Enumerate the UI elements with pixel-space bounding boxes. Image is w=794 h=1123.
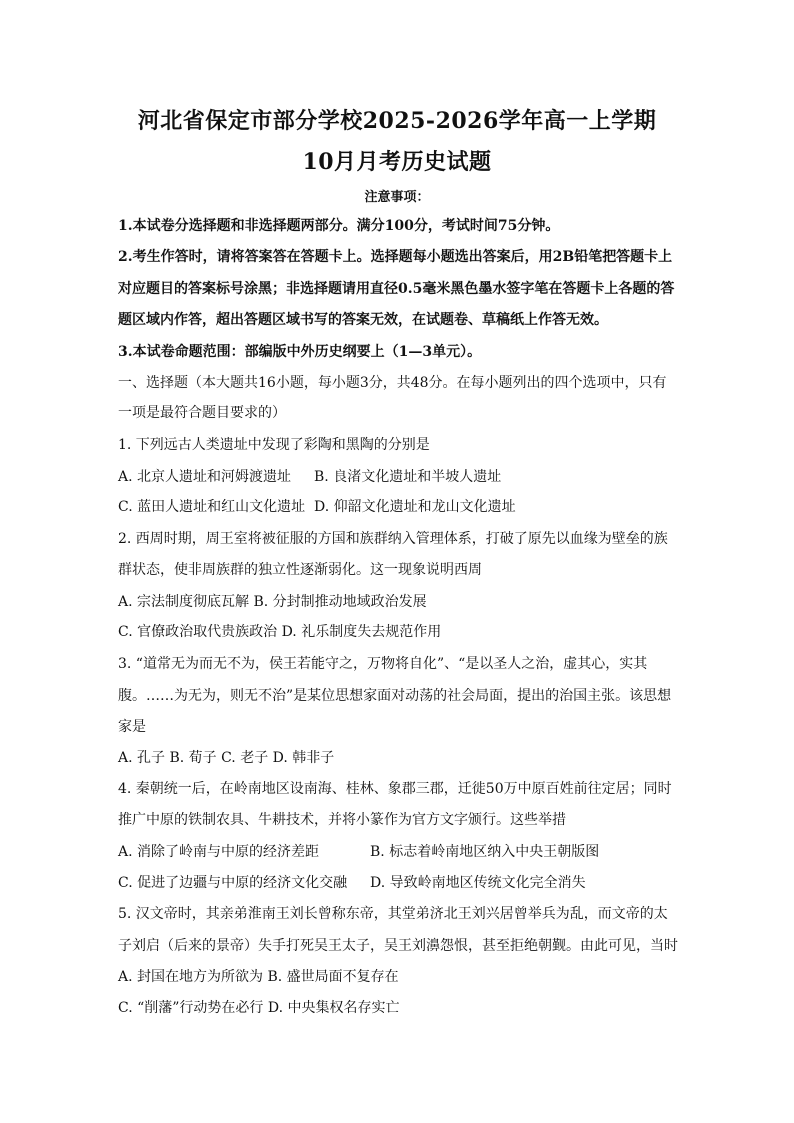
q5-stem-2: 子刘启（后来的景帝）失手打死吴王太子，吴王刘濞怨恨，甚至拒绝朝觐。由此可见，当时 (118, 938, 678, 954)
instruction-3: 3.本试卷命题范围：部编版中外历史纲要上（1—3单元）。 (118, 344, 482, 360)
q5-options-ab: A. 封国在地方为所欲为 B. 盛世局面不复存在 (118, 969, 399, 985)
instruction-2b: 对应题目的答案标号涂黑；非选择题请用直径0.5毫米黑色墨水签字笔在答题卡上各题的答 (118, 281, 675, 297)
exam-title-line2: 10月月考历史试题 (302, 149, 492, 175)
q4-stem-1: 4. 秦朝统一后，在岭南地区设南海、桂林、象郡三郡，迁徙50万中原百姓前往定居；同时 (118, 781, 672, 797)
q2-stem-1: 2. 西周时期，周王室将被征服的方国和族群纳入管理体系，打破了原先以血缘为壁垒的族 (118, 531, 668, 547)
q3-stem-2: 腹。……为无为，则无不治”是某位思想家面对动荡的社会局面，提出的治国主张。该思想 (118, 688, 672, 704)
q1-stem: 1. 下列远古人类遗址中发现了彩陶和黑陶的分别是 (118, 437, 430, 453)
q1-option-c: C. 蓝田人遗址和红山文化遗址 (118, 499, 306, 515)
q1-option-b: B. 良渚文化遗址和半坡人遗址 (314, 469, 502, 485)
q5-options-cd: C. “削藩”行动势在必行 D. 中央集权名存实亡 (118, 1000, 400, 1016)
q2-options-cd: C. 官僚政治取代贵族政治 D. 礼乐制度失去规范作用 (118, 624, 442, 640)
section-heading-1: 一、选择题（本大题共16小题，每小题3分，共48分。在每小题列出的四个选项中，只有 (118, 375, 667, 391)
q4-option-d: D. 导致岭南地区传统文化完全消失 (370, 875, 586, 891)
q3-options: A. 孔子 B. 荀子 C. 老子 D. 韩非子 (118, 750, 335, 766)
q4-option-c: C. 促进了边疆与中原的经济文化交融 (118, 875, 348, 891)
q4-stem-2: 推广中原的铁制农具、牛耕技术，并将小篆作为官方文字颁行。这些举措 (118, 812, 566, 828)
q3-stem-3: 家是 (118, 719, 146, 735)
exam-title-line1: 河北省保定市部分学校2025-2026学年高一上学期 (137, 108, 657, 134)
q4-option-b: B. 标志着岭南地区纳入中央王朝版图 (370, 844, 600, 860)
instruction-2a: 2.考生作答时，请将答案答在答题卡上。选择题每小题选出答案后，用2B铅笔把答题卡上 (118, 249, 673, 265)
q3-stem-1: 3. “道常无为而无不为，侯王若能守之，万物将自化”、“是以圣人之治，虚其心，实其 (118, 656, 648, 672)
q5-stem-1: 5. 汉文帝时，其亲弟淮南王刘长曾称东帝，其堂弟济北王刘兴居曾举兵为乱，而文帝的太 (118, 906, 668, 922)
notice-label: 注意事项： (364, 190, 430, 205)
q2-options-ab: A. 宗法制度彻底瓦解 B. 分封制推动地域政治发展 (118, 594, 427, 610)
section-heading-2: 一项是最符合题目要求的） (118, 405, 286, 421)
q2-stem-2: 群状态，使非周族群的独立性逐渐弱化。这一现象说明西周 (118, 562, 482, 578)
q1-option-d: D. 仰韶文化遗址和龙山文化遗址 (314, 499, 516, 515)
instruction-1: 1.本试卷分选择题和非选择题两部分。满分100分，考试时间75分钟。 (118, 218, 560, 234)
q4-option-a: A. 消除了岭南与中原的经济差距 (118, 844, 320, 860)
instruction-2c: 题区域内作答，超出答题区域书写的答案无效，在试题卷、草稿纸上作答无效。 (118, 312, 608, 328)
q1-option-a: A. 北京人遗址和河姆渡遗址 (118, 469, 292, 485)
